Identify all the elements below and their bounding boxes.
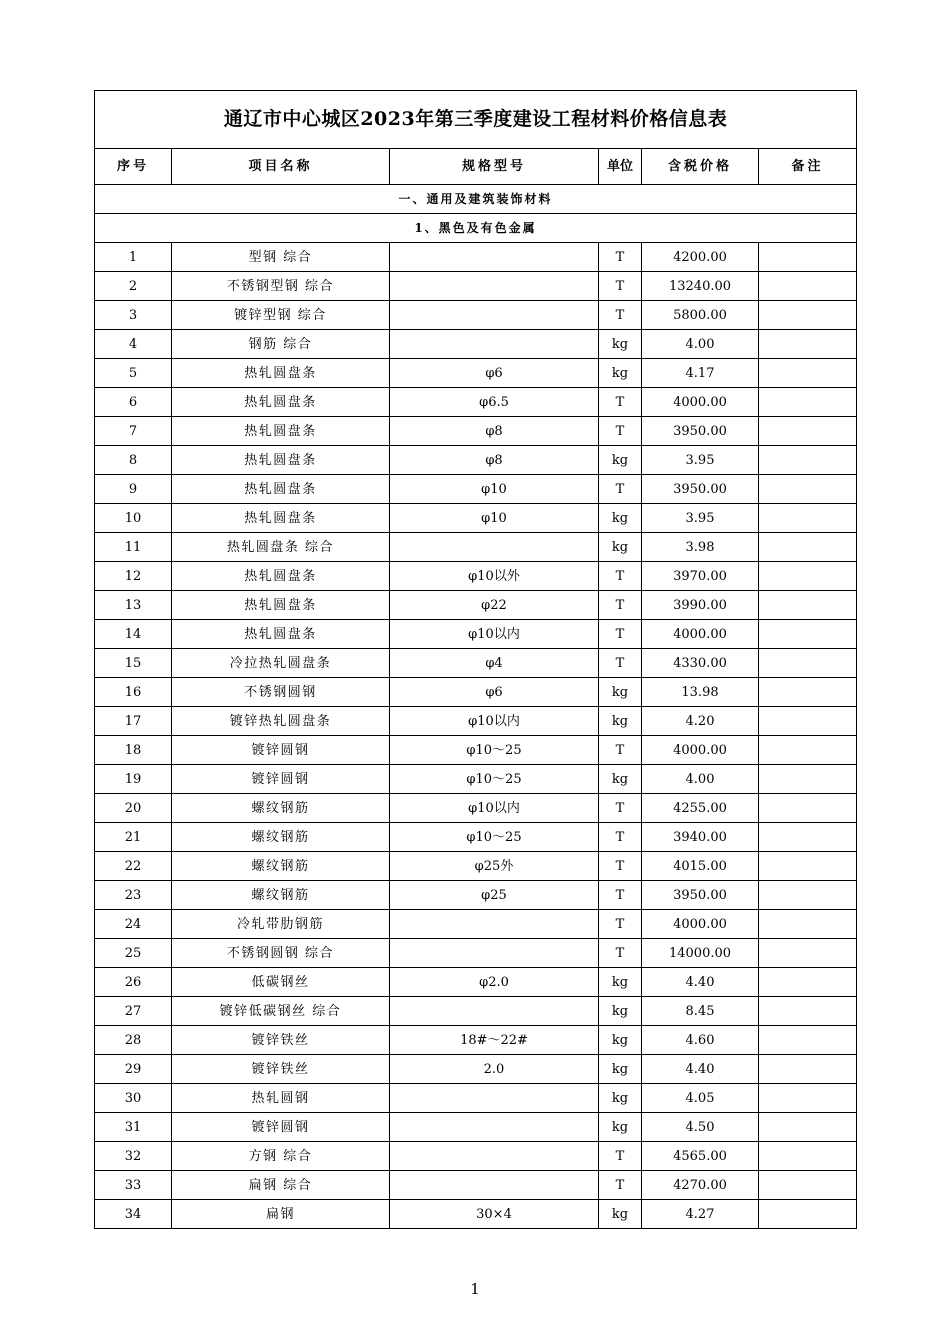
row-index: 24	[95, 910, 172, 939]
row-index: 2	[95, 272, 172, 301]
row-spec: φ10～25	[390, 765, 599, 794]
row-unit: T	[599, 939, 642, 968]
row-unit: kg	[599, 997, 642, 1026]
row-price: 4.50	[642, 1113, 759, 1142]
row-spec: φ6	[390, 678, 599, 707]
row-item-name: 镀锌低碳钢丝 综合	[172, 997, 390, 1026]
row-index: 31	[95, 1113, 172, 1142]
row-price: 13240.00	[642, 272, 759, 301]
row-spec: φ22	[390, 591, 599, 620]
table-row	[95, 1084, 857, 1113]
table-row	[95, 968, 857, 997]
row-index: 16	[95, 678, 172, 707]
row-item-name: 钢筋 综合	[172, 330, 390, 359]
row-spec: φ10以内	[390, 707, 599, 736]
row-unit: kg	[599, 1113, 642, 1142]
price-table	[94, 90, 857, 1229]
row-item-name: 热轧圆盘条	[172, 359, 390, 388]
header-row	[95, 149, 857, 185]
row-remark	[759, 939, 857, 968]
section-heading: 一、通用及建筑装饰材料	[95, 185, 857, 214]
row-remark	[759, 620, 857, 649]
row-remark	[759, 1113, 857, 1142]
row-unit: T	[599, 910, 642, 939]
row-unit: T	[599, 301, 642, 330]
row-remark	[759, 823, 857, 852]
row-item-name: 螺纹钢筋	[172, 823, 390, 852]
table-row	[95, 910, 857, 939]
row-remark	[759, 446, 857, 475]
row-spec: φ10	[390, 504, 599, 533]
table-row	[95, 649, 857, 678]
row-remark	[759, 533, 857, 562]
row-price: 3990.00	[642, 591, 759, 620]
row-price: 4.27	[642, 1200, 759, 1229]
table-row	[95, 504, 857, 533]
row-price: 4000.00	[642, 388, 759, 417]
table-row	[95, 330, 857, 359]
row-price: 4.40	[642, 1055, 759, 1084]
row-index: 9	[95, 475, 172, 504]
row-item-name: 镀锌圆钢	[172, 1113, 390, 1142]
header-item-name: 项目名称	[172, 149, 390, 185]
row-price: 3940.00	[642, 823, 759, 852]
row-remark	[759, 910, 857, 939]
header-remark: 备注	[759, 149, 857, 185]
row-index: 28	[95, 1026, 172, 1055]
row-price: 3970.00	[642, 562, 759, 591]
row-price: 4.40	[642, 968, 759, 997]
table-row	[95, 823, 857, 852]
table-row	[95, 475, 857, 504]
table-row	[95, 997, 857, 1026]
row-index: 6	[95, 388, 172, 417]
table-title: 通辽市中心城区2023年第三季度建设工程材料价格信息表	[95, 91, 857, 149]
row-unit: T	[599, 1171, 642, 1200]
row-price: 4565.00	[642, 1142, 759, 1171]
row-item-name: 不锈钢型钢 综合	[172, 272, 390, 301]
row-item-name: 热轧圆盘条	[172, 562, 390, 591]
page-number: 1	[470, 1280, 480, 1298]
row-price: 8.45	[642, 997, 759, 1026]
row-spec	[390, 243, 599, 272]
row-spec	[390, 301, 599, 330]
row-remark	[759, 968, 857, 997]
table-row	[95, 678, 857, 707]
row-price: 4.00	[642, 765, 759, 794]
table-row	[95, 794, 857, 823]
row-spec: φ10以内	[390, 794, 599, 823]
row-item-name: 不锈钢圆钢 综合	[172, 939, 390, 968]
row-item-name: 冷拉热轧圆盘条	[172, 649, 390, 678]
row-spec	[390, 1084, 599, 1113]
row-price: 4330.00	[642, 649, 759, 678]
row-price: 4000.00	[642, 620, 759, 649]
table-row	[95, 446, 857, 475]
row-spec: φ10～25	[390, 736, 599, 765]
table-row	[95, 301, 857, 330]
row-index: 12	[95, 562, 172, 591]
row-remark	[759, 997, 857, 1026]
row-index: 7	[95, 417, 172, 446]
row-remark	[759, 475, 857, 504]
row-price: 14000.00	[642, 939, 759, 968]
table-row	[95, 1113, 857, 1142]
row-spec: φ10以内	[390, 620, 599, 649]
table-row	[95, 272, 857, 301]
row-index: 3	[95, 301, 172, 330]
row-price: 4.05	[642, 1084, 759, 1113]
row-index: 23	[95, 881, 172, 910]
row-spec: φ10	[390, 475, 599, 504]
row-unit: T	[599, 243, 642, 272]
row-unit: T	[599, 272, 642, 301]
header-spec: 规格型号	[390, 149, 599, 185]
table-row	[95, 765, 857, 794]
row-remark	[759, 388, 857, 417]
row-unit: kg	[599, 359, 642, 388]
row-spec	[390, 997, 599, 1026]
row-unit: T	[599, 475, 642, 504]
row-unit: kg	[599, 1026, 642, 1055]
row-index: 5	[95, 359, 172, 388]
row-price: 13.98	[642, 678, 759, 707]
row-spec: φ10以外	[390, 562, 599, 591]
row-unit: kg	[599, 1055, 642, 1084]
row-remark	[759, 301, 857, 330]
row-index: 19	[95, 765, 172, 794]
row-item-name: 镀锌铁丝	[172, 1026, 390, 1055]
row-spec: φ4	[390, 649, 599, 678]
row-index: 10	[95, 504, 172, 533]
row-price: 3950.00	[642, 417, 759, 446]
row-unit: kg	[599, 707, 642, 736]
row-item-name: 方钢 综合	[172, 1142, 390, 1171]
row-spec	[390, 272, 599, 301]
row-index: 33	[95, 1171, 172, 1200]
row-spec: 18#～22#	[390, 1026, 599, 1055]
row-unit: T	[599, 388, 642, 417]
row-item-name: 低碳钢丝	[172, 968, 390, 997]
table-row	[95, 417, 857, 446]
row-index: 4	[95, 330, 172, 359]
row-remark	[759, 243, 857, 272]
row-spec: φ10～25	[390, 823, 599, 852]
row-price: 3950.00	[642, 475, 759, 504]
row-remark	[759, 649, 857, 678]
row-unit: kg	[599, 446, 642, 475]
row-price: 4.00	[642, 330, 759, 359]
row-spec	[390, 1171, 599, 1200]
row-unit: T	[599, 562, 642, 591]
row-spec: φ8	[390, 417, 599, 446]
row-unit: kg	[599, 504, 642, 533]
row-remark	[759, 272, 857, 301]
row-index: 14	[95, 620, 172, 649]
row-unit: T	[599, 881, 642, 910]
row-remark	[759, 852, 857, 881]
row-remark	[759, 359, 857, 388]
row-item-name: 镀锌热轧圆盘条	[172, 707, 390, 736]
row-unit: T	[599, 794, 642, 823]
row-spec	[390, 533, 599, 562]
row-index: 11	[95, 533, 172, 562]
row-item-name: 热轧圆盘条	[172, 388, 390, 417]
row-price: 4.20	[642, 707, 759, 736]
table-row	[95, 939, 857, 968]
row-unit: T	[599, 852, 642, 881]
table-row	[95, 1200, 857, 1229]
row-unit: kg	[599, 678, 642, 707]
table-row	[95, 359, 857, 388]
row-index: 21	[95, 823, 172, 852]
row-remark	[759, 1171, 857, 1200]
section-row	[95, 214, 857, 243]
row-item-name: 热轧圆盘条	[172, 417, 390, 446]
row-unit: T	[599, 1142, 642, 1171]
row-price: 3950.00	[642, 881, 759, 910]
row-price: 3.95	[642, 446, 759, 475]
row-spec: 30×4	[390, 1200, 599, 1229]
row-item-name: 热轧圆盘条	[172, 620, 390, 649]
table-row	[95, 1055, 857, 1084]
row-item-name: 热轧圆盘条	[172, 446, 390, 475]
header-index: 序号	[95, 149, 172, 185]
row-item-name: 螺纹钢筋	[172, 881, 390, 910]
row-remark	[759, 1084, 857, 1113]
row-price: 3.95	[642, 504, 759, 533]
header-price: 含税价格	[642, 149, 759, 185]
row-item-name: 热轧圆盘条 综合	[172, 533, 390, 562]
row-unit: T	[599, 649, 642, 678]
row-price: 4270.00	[642, 1171, 759, 1200]
row-spec: φ6.5	[390, 388, 599, 417]
row-item-name: 热轧圆盘条	[172, 504, 390, 533]
table-row	[95, 1026, 857, 1055]
row-spec: φ2.0	[390, 968, 599, 997]
row-remark	[759, 1200, 857, 1229]
row-index: 27	[95, 997, 172, 1026]
row-remark	[759, 1142, 857, 1171]
row-price: 4255.00	[642, 794, 759, 823]
table-row	[95, 533, 857, 562]
row-unit: kg	[599, 330, 642, 359]
row-unit: T	[599, 620, 642, 649]
row-remark	[759, 707, 857, 736]
row-remark	[759, 1055, 857, 1084]
table-row	[95, 243, 857, 272]
row-item-name: 镀锌铁丝	[172, 1055, 390, 1084]
table-row	[95, 852, 857, 881]
table-row	[95, 736, 857, 765]
header-unit: 单位	[599, 149, 642, 185]
row-remark	[759, 417, 857, 446]
row-price: 5800.00	[642, 301, 759, 330]
row-spec: φ25	[390, 881, 599, 910]
row-index: 20	[95, 794, 172, 823]
row-price: 4200.00	[642, 243, 759, 272]
row-item-name: 扁钢	[172, 1200, 390, 1229]
row-index: 34	[95, 1200, 172, 1229]
row-spec: φ8	[390, 446, 599, 475]
row-spec	[390, 910, 599, 939]
row-price: 4000.00	[642, 736, 759, 765]
row-price: 3.98	[642, 533, 759, 562]
subsection-heading: 1、黑色及有色金属	[95, 214, 857, 243]
row-unit: kg	[599, 1200, 642, 1229]
row-price: 4000.00	[642, 910, 759, 939]
table-row	[95, 881, 857, 910]
section-row	[95, 185, 857, 214]
row-index: 17	[95, 707, 172, 736]
table-row	[95, 1171, 857, 1200]
row-item-name: 螺纹钢筋	[172, 794, 390, 823]
table-row	[95, 707, 857, 736]
row-index: 26	[95, 968, 172, 997]
row-index: 13	[95, 591, 172, 620]
row-unit: kg	[599, 533, 642, 562]
row-spec: φ25外	[390, 852, 599, 881]
row-item-name: 型钢 综合	[172, 243, 390, 272]
row-price: 4015.00	[642, 852, 759, 881]
row-item-name: 螺纹钢筋	[172, 852, 390, 881]
row-index: 22	[95, 852, 172, 881]
row-remark	[759, 794, 857, 823]
row-remark	[759, 736, 857, 765]
row-remark	[759, 881, 857, 910]
row-remark	[759, 591, 857, 620]
row-spec	[390, 330, 599, 359]
row-index: 1	[95, 243, 172, 272]
row-item-name: 扁钢 综合	[172, 1171, 390, 1200]
row-remark	[759, 330, 857, 359]
row-remark	[759, 1026, 857, 1055]
row-price: 4.60	[642, 1026, 759, 1055]
row-remark	[759, 562, 857, 591]
row-item-name: 热轧圆钢	[172, 1084, 390, 1113]
table-row	[95, 591, 857, 620]
table-row	[95, 620, 857, 649]
row-spec	[390, 1113, 599, 1142]
row-unit: T	[599, 736, 642, 765]
row-price: 4.17	[642, 359, 759, 388]
row-remark	[759, 504, 857, 533]
row-unit: kg	[599, 765, 642, 794]
row-index: 8	[95, 446, 172, 475]
row-unit: T	[599, 417, 642, 446]
row-spec: φ6	[390, 359, 599, 388]
row-index: 29	[95, 1055, 172, 1084]
table-row	[95, 1142, 857, 1171]
row-index: 32	[95, 1142, 172, 1171]
table-row	[95, 388, 857, 417]
row-index: 25	[95, 939, 172, 968]
row-item-name: 镀锌型钢 综合	[172, 301, 390, 330]
row-index: 15	[95, 649, 172, 678]
row-item-name: 冷轧带肋钢筋	[172, 910, 390, 939]
row-unit: T	[599, 823, 642, 852]
row-item-name: 热轧圆盘条	[172, 475, 390, 504]
row-index: 30	[95, 1084, 172, 1113]
table-row	[95, 562, 857, 591]
row-unit: kg	[599, 1084, 642, 1113]
row-spec: 2.0	[390, 1055, 599, 1084]
row-item-name: 镀锌圆钢	[172, 736, 390, 765]
row-spec	[390, 939, 599, 968]
row-unit: T	[599, 591, 642, 620]
row-remark	[759, 765, 857, 794]
row-item-name: 不锈钢圆钢	[172, 678, 390, 707]
row-unit: kg	[599, 968, 642, 997]
row-spec	[390, 1142, 599, 1171]
row-index: 18	[95, 736, 172, 765]
row-remark	[759, 678, 857, 707]
row-item-name: 镀锌圆钢	[172, 765, 390, 794]
row-item-name: 热轧圆盘条	[172, 591, 390, 620]
title-row	[95, 91, 857, 149]
